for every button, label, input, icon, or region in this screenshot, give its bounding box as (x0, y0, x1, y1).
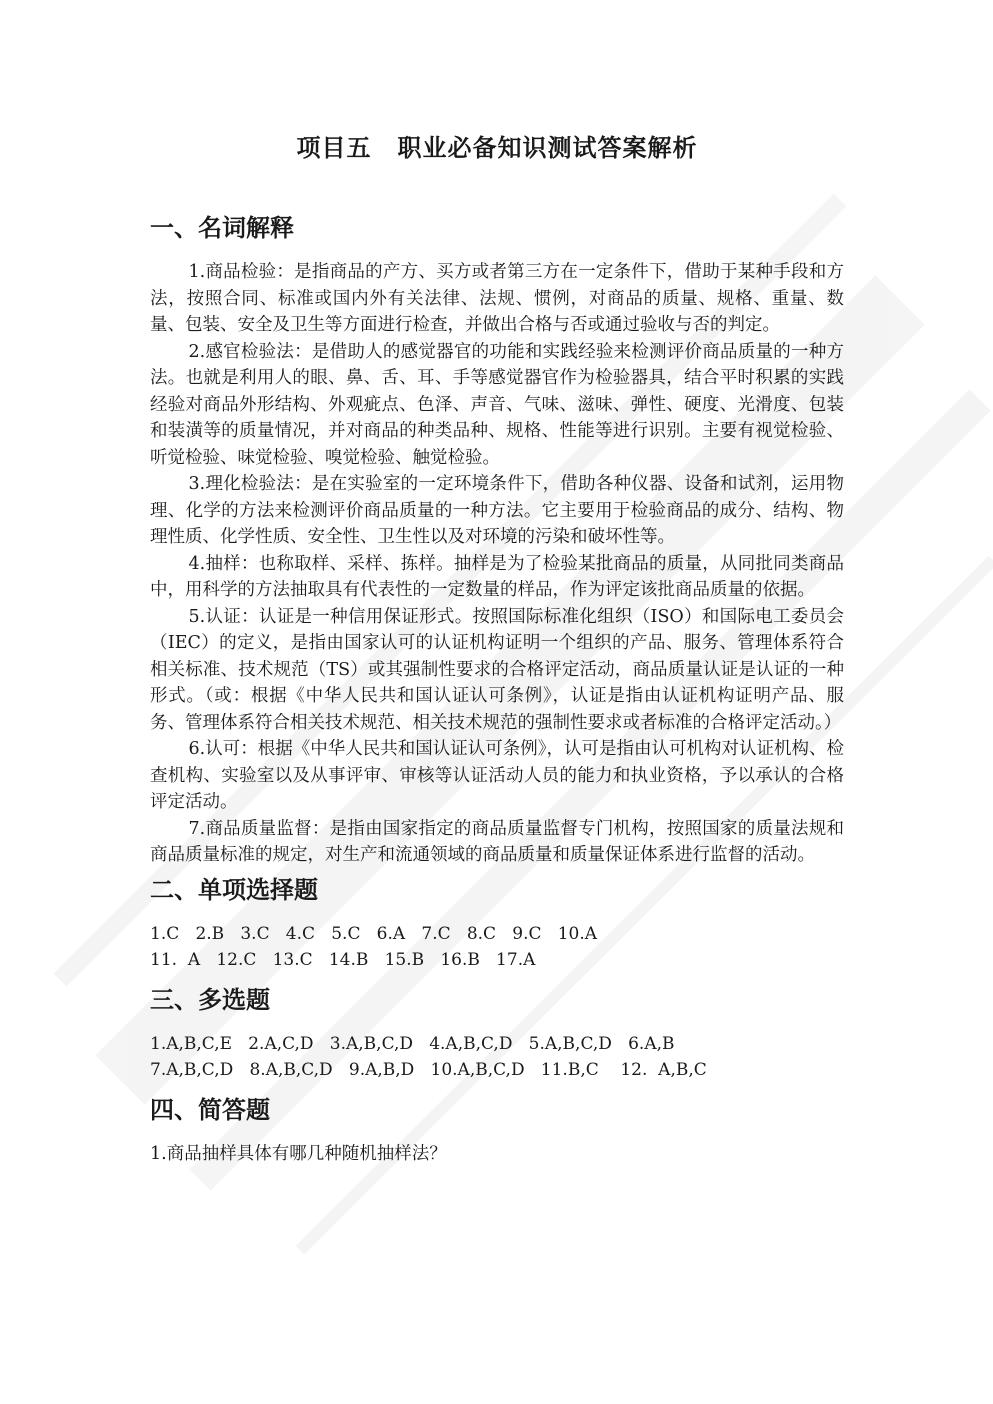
short-answer-question: 1.商品抽样具体有哪几种随机抽样法？ (150, 1143, 447, 1164)
section-heading-single-choice: 二、单项选择题 (150, 874, 318, 904)
definition-paragraph: 6.认可：根据《中华人民共和国认证认可条例》，认可是指由认可机构对认证机构、检查机构、实验室以及从事评审、审核等认证活动人员的能力和执业资格，予以承认的合格评定活动。 (150, 739, 844, 812)
answer-line: 11. A 12.C 13.C 14.B 15.B 16.B 17.A (150, 949, 536, 970)
answer-line: 7.A,B,C,D 8.A,B,C,D 9.A,B,D 10.A,B,C,D 11.B,C 12. A,B,C (150, 1059, 707, 1080)
definition-paragraph: 7.商品质量监督：是指由国家指定的商品质量监督专门机构，按照国家的质量法规和商品质量标准的规定，对生产和流通领域的商品质量和质量保证体系进行监督的活动。 (150, 818, 844, 865)
answer-line: 1.C 2.B 3.C 4.C 5.C 6.A 7.C 8.C 9.C 10.A (150, 923, 598, 944)
page-title: 项目五 职业必备知识测试答案解析 (296, 133, 698, 162)
document-page (150, 128, 844, 1167)
definition-paragraph: 3.理化检验法：是在实验室的一定环境条件下，借助各种仪器、设备和试剂，运用物理、化学的方法来检测评价商品质量的一种方法。它主要用于检验商品的成分、结构、物理性质、化学性质、安全性、卫生性以及对环境的污染和破坏性等。 (150, 474, 844, 547)
definition-paragraph: 4.抽样：也称取样、采样、拣样。抽样是为了检验某批商品的质量，从同批同类商品中，用科学的方法抽取具有代表性的一定数量的样品，作为评定该批商品质量的依据。 (150, 553, 844, 600)
answer-line: 1.A,B,C,E 2.A,C,D 3.A,B,C,D 4.A,B,C,D 5.A,B,C,D 6.A,B (150, 1033, 675, 1054)
single-choice-answers (150, 921, 844, 973)
definition-paragraph: 1.商品检验：是指商品的产方、买方或者第三方在一定条件下，借助于某种手段和方法，按照合同、标准或国内外有关法律、法规、惯例，对商品的质量、规格、重量、数量、包装、安全及卫生等方面进行检查，并做出合格与否或通过验收与否的判定。 (150, 262, 844, 335)
multiple-choice-answers (150, 1031, 844, 1083)
definition-paragraph: 2.感官检验法：是借助人的感觉器官的功能和实践经验来检测评价商品质量的一种方法。也就是利用人的眼、鼻、舌、耳、手等感觉器官作为检验器具，结合平时积累的实践经验对商品外形结构、外观疵点、色泽、声音、气味、滋味、弹性、硬度、光滑度、包装和装潢等的质量情况，并对商品的种类品种、规格、性能等进行识别。主要有视觉检验、听觉检验、味觉检验、嗅觉检验、触觉检验。 (150, 341, 844, 468)
definitions-list (150, 259, 844, 869)
section-heading-multiple-choice: 三、多选题 (150, 984, 270, 1014)
definition-paragraph: 5.认证：认证是一种信用保证形式。按照国际标准化组织（ISO）和国际电工委员会（IEC）的定义，是指由国家认可的认证机构证明一个组织的产品、服务、管理体系符合相关标准、技术规范（TS）或其强制性要求的合格评定活动，商品质量认证是认证的一种形式。（或：根据《中华人民共和国认证认可条例》，认证是指由认证机构证明产品、服务、管理体系符合相关技术规范、相关技术规范的强制性要求或者标准的合格评定活动。） (150, 606, 844, 733)
section-heading-definitions: 一、名词解释 (150, 213, 294, 242)
section-heading-short-answer: 四、简答题 (150, 1094, 270, 1124)
